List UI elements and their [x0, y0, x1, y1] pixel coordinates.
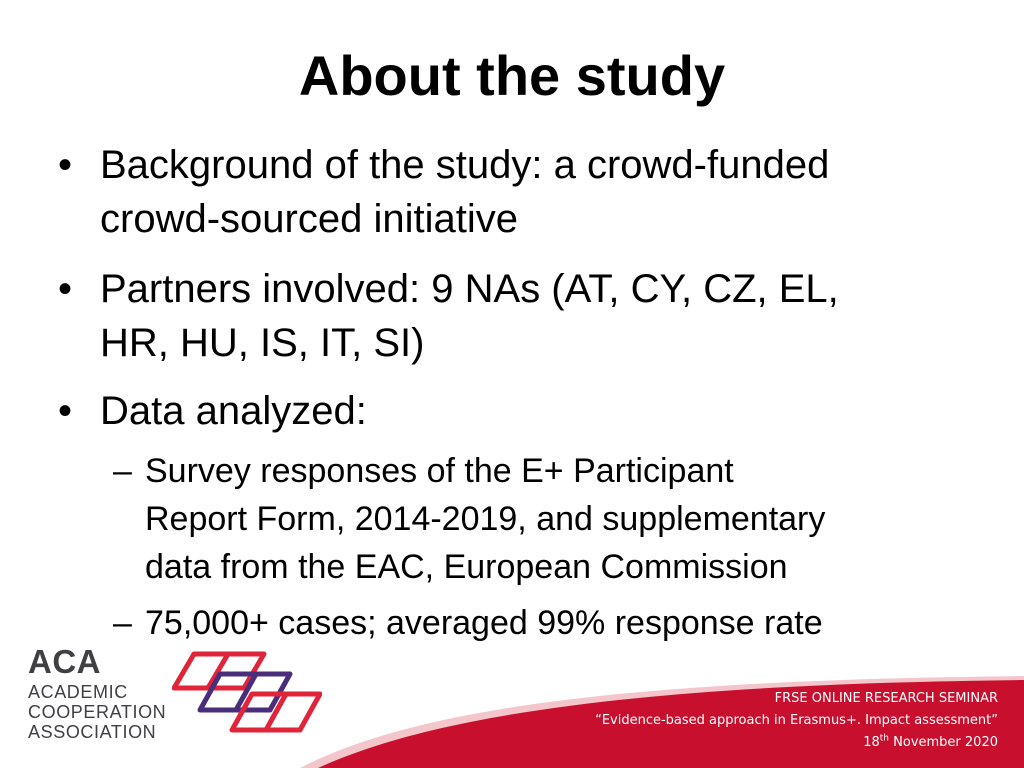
footer-date-suffix: th — [879, 733, 890, 744]
bullet-item — [58, 138, 980, 246]
bullet-marker: • — [58, 389, 73, 433]
subbullet-marker: – — [113, 604, 132, 642]
footer-date-rest: November 2020 — [889, 735, 998, 750]
bullet-item — [58, 384, 980, 438]
subbullet-line: Report Form, 2014-2019, and supplementary — [145, 500, 826, 538]
slide-title: About the study — [298, 44, 726, 107]
bullet-item — [58, 262, 980, 370]
bullet-line: Partners involved: 9 NAs (AT, CY, CZ, EL, — [100, 267, 839, 311]
logo-name-line: ACADEMIC — [28, 682, 128, 702]
bullet-line: Background of the study: a crowd-funded — [100, 143, 830, 187]
footer-date-day: 18 — [863, 735, 880, 750]
bullet-marker: • — [58, 267, 73, 311]
subbullet-item — [113, 599, 985, 647]
logo-name-line: ASSOCIATION — [28, 722, 157, 742]
footer-seminar: FRSE ONLINE RESEARCH SEMINAR — [774, 691, 998, 706]
subbullet-line: Survey responses of the E+ Participant — [145, 452, 734, 490]
subbullet-line: data from the EAC, European Commission — [145, 548, 788, 586]
subbullet-marker: – — [113, 452, 132, 490]
logo-acronym: ACA — [28, 643, 101, 680]
subbullet-line: 75,000+ cases; averaged 99% response rate — [145, 604, 823, 642]
bullet-marker: • — [58, 143, 73, 187]
logo-mark-icon — [172, 644, 322, 744]
subbullet-item — [113, 447, 985, 591]
logo-name-line: COOPERATION — [28, 702, 167, 722]
footer-date — [478, 732, 998, 754]
bullet-line: Data analyzed: — [100, 389, 367, 433]
aca-logo — [28, 644, 318, 764]
bullet-line: HR, HU, IS, IT, SI) — [100, 321, 425, 365]
bullet-line: crowd-sourced initiative — [100, 197, 518, 241]
footer-text — [478, 688, 998, 754]
logo-parallelogram-red-1 — [174, 654, 228, 688]
footer-talk-title: “Evidence-based approach in Erasmus+. Impact assessment” — [595, 713, 998, 728]
